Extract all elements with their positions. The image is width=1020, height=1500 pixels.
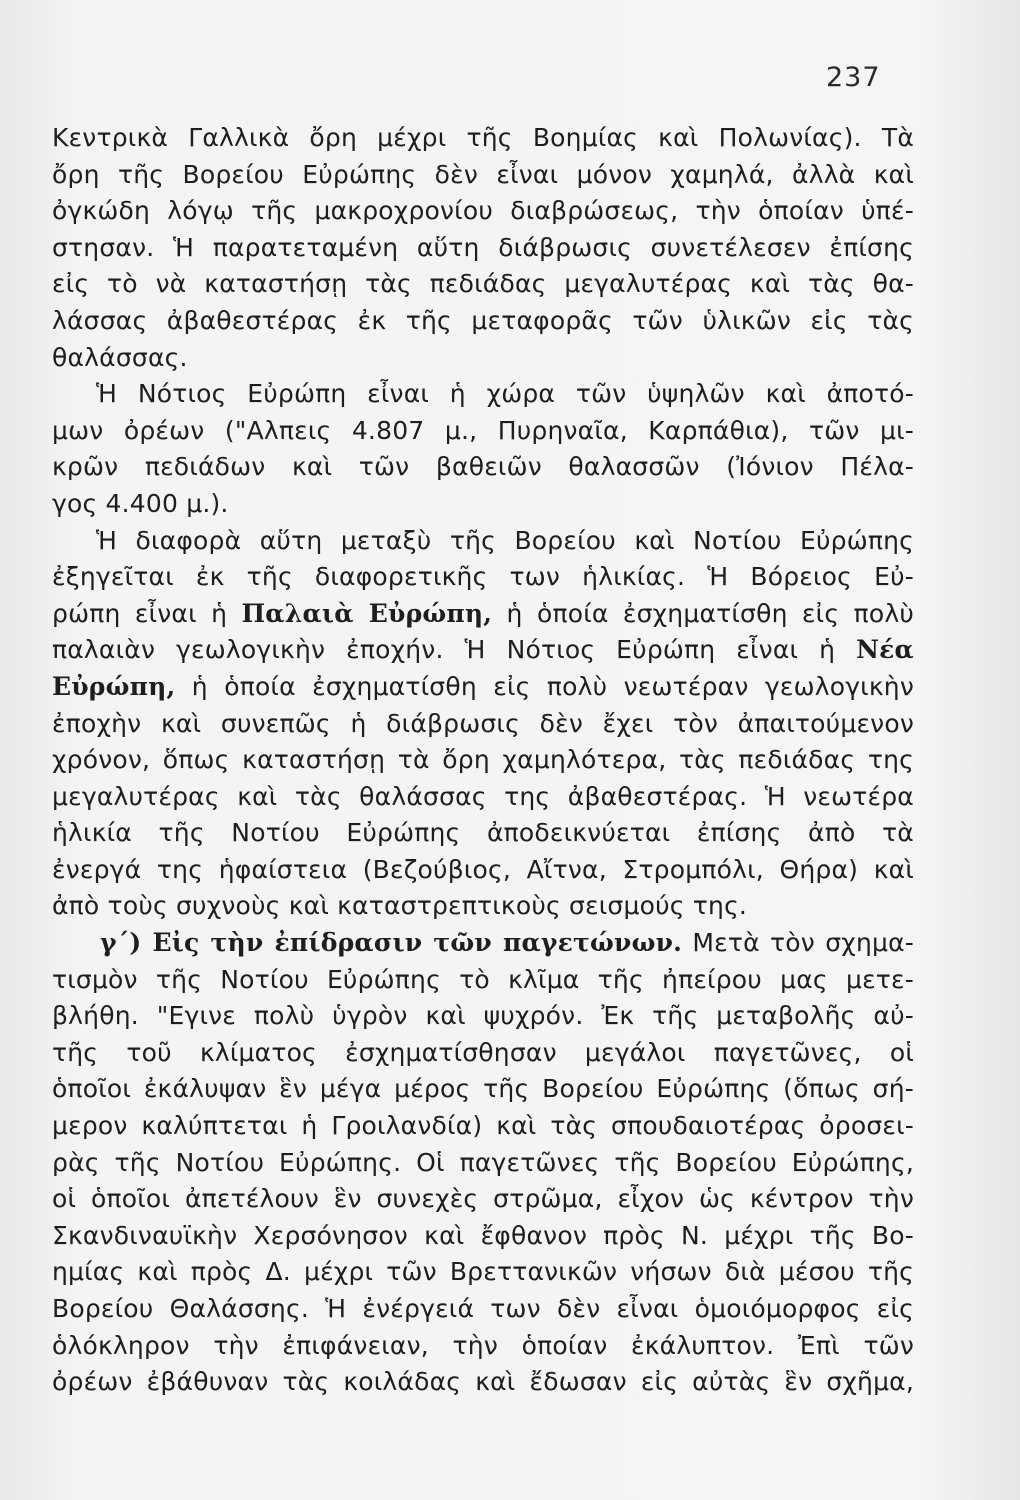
text-segment: λάσσας ἀβαθεστέρας ἐκ τῆς μεταφορᾶς τῶν ὑλικῶν εἰς τὰς	[52, 305, 914, 335]
text-line	[52, 413, 914, 450]
text-line	[52, 1328, 914, 1365]
text-line	[52, 815, 914, 852]
text-line	[52, 998, 914, 1035]
text-line	[52, 742, 914, 779]
text-segment: γος 4.400 μ.).	[52, 488, 229, 518]
bold-term: Εὐρώπη,	[52, 671, 176, 701]
text-line	[52, 1035, 914, 1072]
text-line	[52, 852, 914, 889]
text-line	[52, 193, 914, 230]
text-line	[52, 1364, 914, 1401]
text-line	[52, 157, 914, 194]
text-line	[52, 303, 914, 340]
text-segment: Ἡ Νότιος Εὐρώπη εἶναι ἡ χώρα τῶν ὑψηλῶν καὶ ἀποτό-	[96, 379, 914, 409]
text-segment: Βορείου Θαλάσσης. Ἡ ἐνέργειά των δὲν εἶναι ὁμοιόμορφος εἰς	[52, 1294, 914, 1323]
text-line	[52, 1071, 914, 1108]
text-line	[52, 962, 914, 999]
text-segment: ἡλικία τῆς Νοτίου Εὐρώπης ἀποδεικνύεται ἐπίσης ἀπὸ τὰ	[52, 818, 914, 848]
text-line	[52, 230, 914, 267]
text-line	[52, 120, 914, 157]
text-line	[52, 669, 914, 706]
text-segment: ἡ ὁποία ἐσχηματίσθη εἰς πολὺ	[492, 598, 914, 628]
text-line	[52, 449, 914, 486]
text-segment: κρῶν πεδιάδων καὶ τῶν βαθειῶν θαλασσῶν (Ἰόνιον Πέλα-	[52, 452, 914, 482]
text-line	[52, 266, 914, 303]
text-segment: ἐνεργά της ἡφαίστεια (Βεζούβιος, Αἴτνα, Στρομπόλι, Θήρα) καὶ	[52, 854, 914, 884]
bold-term: γ΄) Εἰς τὴν ἐπίδρασιν τῶν παγετώνων.	[100, 928, 683, 958]
text-line	[52, 1181, 914, 1218]
text-line	[52, 632, 914, 669]
body-text	[52, 120, 914, 1401]
text-segment: μερον καλύπτεται ἡ Γροιλανδία) καὶ τὰς σπουδαιοτέρας ὀροσει-	[52, 1111, 914, 1141]
text-segment: ἐποχὴν καὶ συνεπῶς ἡ διάβρωσις δὲν ἔχει τὸν ἀπαιτούμενον	[52, 708, 914, 738]
text-line	[52, 925, 914, 962]
text-segment: ἡ ὁποία ἐσχηματίσθη εἰς πολὺ νεωτέραν γεωλογικὴν	[175, 671, 914, 701]
text-segment: ἀπὸ τοὺς συχνοὺς καὶ καταστρεπτικοὺς σεισμούς της.	[52, 891, 748, 921]
text-segment: μεγαλυτέρας καὶ τὰς θαλάσσας της ἀβαθεστέρας. Ἡ νεωτέρα	[52, 781, 914, 811]
text-line	[52, 596, 914, 633]
text-line	[52, 340, 914, 377]
text-segment: Κεντρικὰ Γαλλικὰ ὄρη μέχρι τῆς Βοημίας καὶ Πολωνίας). Τὰ	[52, 123, 914, 152]
text-segment: θαλάσσας.	[52, 342, 188, 372]
text-line	[52, 888, 914, 925]
text-line	[52, 559, 914, 596]
text-segment: εἰς τὸ νὰ καταστήσῃ τὰς πεδιάδας μεγαλυτέρας καὶ τὰς θα-	[52, 269, 914, 299]
text-segment: ρὰς τῆς Νοτίου Εὐρώπης. Οἱ παγετῶνες τῆς Βορείου Εὐρώπης,	[52, 1147, 914, 1177]
text-segment: οἱ ὁποῖοι ἀπετέλουν ἓν συνεχὲς στρῶμα, εἶχον ὡς κέντρον τὴν	[52, 1184, 914, 1214]
text-segment: ρώπη εἶναι ἡ	[52, 598, 242, 628]
page-number: 237	[826, 62, 881, 93]
text-segment: στησαν. Ἡ παρατεταμένη αὕτη διάβρωσις συνετέλεσεν ἐπίσης	[52, 232, 914, 262]
bold-term: Νέα	[856, 635, 914, 665]
text-segment: ὀρέων ἐβάθυναν τὰς κοιλάδας καὶ ἔδωσαν εἰς αὐτὰς ἓν σχῆμα,	[52, 1367, 914, 1397]
text-line	[52, 779, 914, 816]
text-line	[52, 486, 914, 523]
text-segment: Σκανδιναυϊκὴν Χερσόνησον καὶ ἔφθανον πρὸς Ν. μέχρι τῆς Βο-	[52, 1220, 914, 1250]
text-segment: ὄρη τῆς Βορείου Εὐρώπης δὲν εἶναι μόνον χαμηλά, ἀλλὰ καὶ	[52, 159, 914, 189]
text-segment: ημίας καὶ πρὸς Δ. μέχρι τῶν Βρεττανικῶν νήσων διὰ μέσου τῆς	[52, 1257, 914, 1287]
text-line	[52, 523, 914, 560]
bold-term: Παλαιὰ Εὐρώπη,	[241, 598, 493, 628]
text-line	[52, 706, 914, 743]
text-segment: ὁποῖοι ἐκάλυψαν ἓν μέγα μέρος τῆς Βορείου Εὐρώπης (ὅπως σή-	[52, 1074, 914, 1104]
text-line	[52, 1254, 914, 1291]
text-segment: χρόνον, ὅπως καταστήσῃ τὰ ὄρη χαμηλότερα, τὰς πεδιάδας της	[52, 745, 914, 775]
text-segment: παλαιὰν γεωλογικὴν ἐποχήν. Ἡ Νότιος Εὐρώπη εἶναι ἡ	[52, 635, 857, 665]
text-segment: Μετὰ τὸν σχημα-	[682, 928, 914, 958]
text-segment: τισμὸν τῆς Νοτίου Εὐρώπης τὸ κλῖμα τῆς ἠπείρου μας μετε-	[52, 964, 914, 994]
text-segment: ἐξηγεῖται ἐκ τῆς διαφορετικῆς των ἡλικίας. Ἡ Βόρειος Εὐ-	[52, 562, 914, 592]
text-segment: βλήθη. "Εγινε πολὺ ὑγρὸν καὶ ψυχρόν. Ἐκ τῆς μεταβολῆς αὐ-	[52, 1001, 914, 1031]
text-segment: μων ὀρέων ("Αλπεις 4.807 μ., Πυρηναῖα, Καρπάθια), τῶν μι-	[52, 415, 914, 445]
text-line	[52, 1108, 914, 1145]
text-line	[52, 376, 914, 413]
text-segment: τῆς τοῦ κλίματος ἐσχηματίσθησαν μεγάλοι παγετῶνες, οἱ	[52, 1037, 914, 1067]
text-segment: ὁλόκληρον τὴν ἐπιφάνειαν, τὴν ὁποίαν ἐκάλυπτον. Ἐπὶ τῶν	[52, 1330, 914, 1360]
text-line	[52, 1145, 914, 1182]
text-line	[52, 1291, 914, 1328]
text-segment: ὀγκώδη λόγῳ τῆς μακροχρονίου διαβρώσεως, τὴν ὁποίαν ὑπέ-	[52, 196, 914, 226]
text-segment: Ἡ διαφορὰ αὕτη μεταξὺ τῆς Βορείου καὶ Νοτίου Εὐρώπης	[96, 525, 914, 555]
text-line	[52, 1218, 914, 1255]
